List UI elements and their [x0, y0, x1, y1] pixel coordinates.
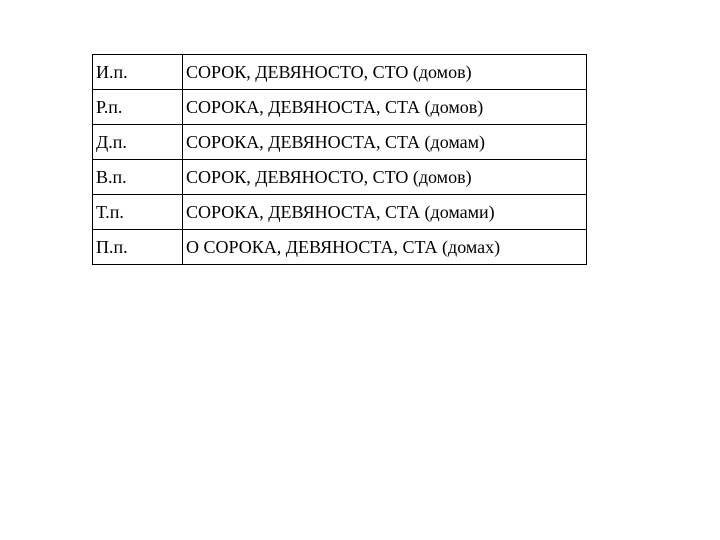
table-row	[93, 125, 587, 160]
table-row	[93, 230, 587, 265]
table-row	[93, 55, 587, 90]
table-row	[93, 195, 587, 230]
table-row	[93, 90, 587, 125]
numeral-forms: СОРОКА, ДЕВЯНОСТА, СТА (домам)	[183, 125, 587, 160]
declension-table	[92, 54, 587, 265]
case-abbreviation: Т.п.	[93, 195, 183, 230]
case-abbreviation: Д.п.	[93, 125, 183, 160]
case-abbreviation: И.п.	[93, 55, 183, 90]
numeral-forms: СОРОКА, ДЕВЯНОСТА, СТА (домами)	[183, 195, 587, 230]
numeral-forms: О СОРОКА, ДЕВЯНОСТА, СТА (домах)	[183, 230, 587, 265]
numeral-forms: СОРОК, ДЕВЯНОСТО, СТО (домов)	[183, 160, 587, 195]
numeral-forms: СОРОКА, ДЕВЯНОСТА, СТА (домов)	[183, 90, 587, 125]
case-abbreviation: П.п.	[93, 230, 183, 265]
case-abbreviation: В.п.	[93, 160, 183, 195]
case-abbreviation: Р.п.	[93, 90, 183, 125]
numeral-forms: СОРОК, ДЕВЯНОСТО, СТО (домов)	[183, 55, 587, 90]
table-row	[93, 160, 587, 195]
